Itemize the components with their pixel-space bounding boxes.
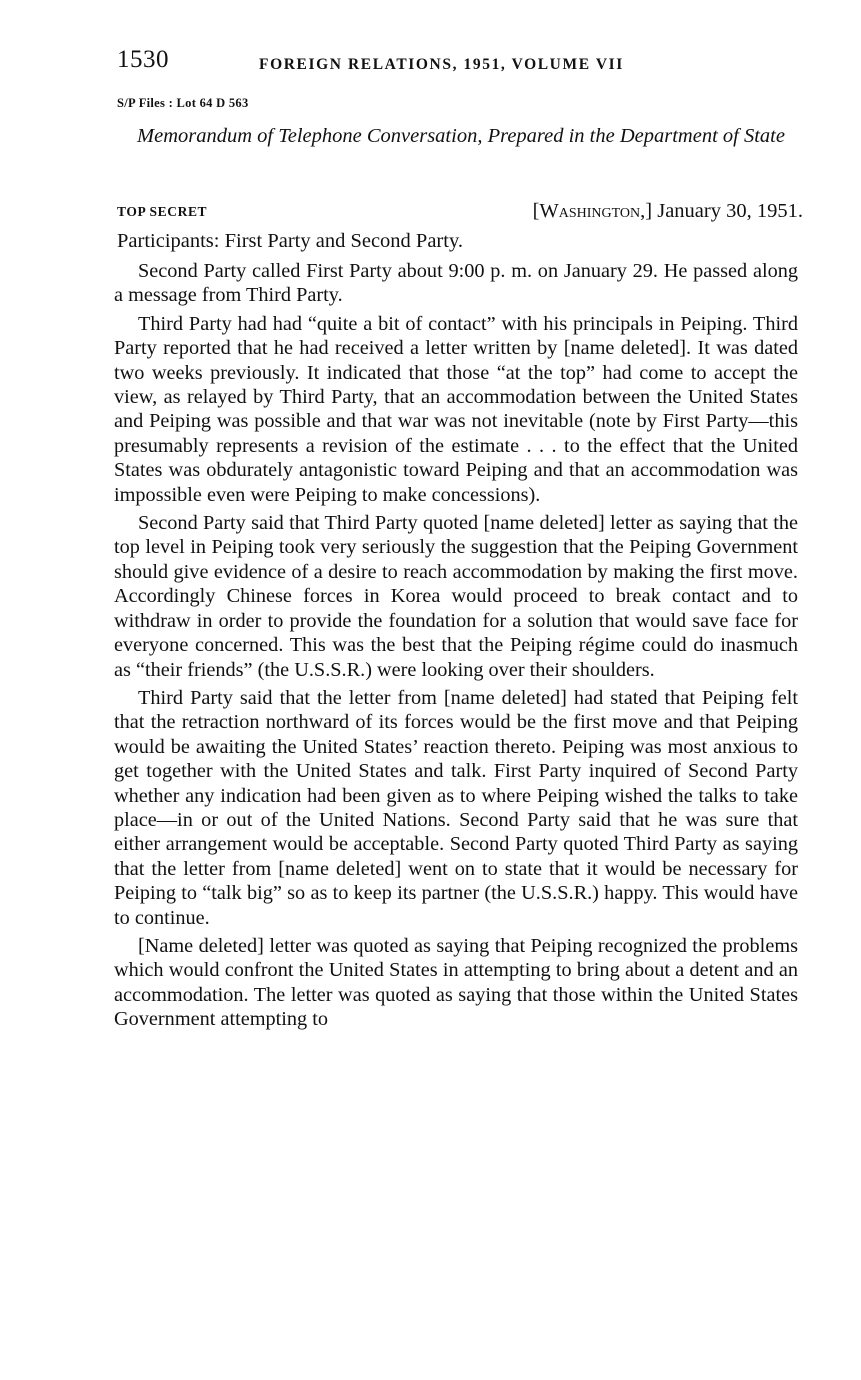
- page-header: [117, 46, 801, 86]
- classification-row: [117, 200, 803, 230]
- file-reference: S/P Files : Lot 64 D 563: [117, 96, 249, 110]
- document-title: Memorandum of Telephone Conversation, Prepared in the Department of State: [137, 125, 785, 147]
- place: [Washington,]: [532, 200, 653, 222]
- paragraph: Second Party said that Third Party quoted [name deleted] letter as saying that the top level in Peiping took very seriously the suggestion that the Peiping Government should give evidence of a desire to reach accommodation by making the first move. Accordingly Chinese forces in Korea would proceed to break contact and to withdraw in order to provide the foundation for a solution that would save face for everyone concerned. This was the best that the Peiping régime could do inasmuch as “their friends” (the U.S.S.R.) were looking over their shoulders.: [114, 512, 798, 681]
- place-date: [533, 200, 803, 223]
- paragraph: Second Party called First Party about 9:00 p. m. on January 29. He passed along a message from Third Party.: [114, 260, 798, 307]
- paragraph: Third Party said that the letter from [name deleted] had stated that Peiping felt that the retraction northward of its forces would be the first move and that Peiping would be awaiting the United States’ reaction thereto. Peiping was most anxious to get together with the United States and talk. First Party inquired of Second Party whether any indication had been given as to where Peiping wished the talks to take place—in or out of the United Nations. Second Party said that he was sure that either arrangement would be acceptable. Second Party quoted Third Party as saying that the letter from [name deleted] went on to state that it would be necessary for Peiping to “talk big” so as to keep its partner (the U.S.S.R.) happy. This would have to continue.: [114, 686, 798, 929]
- memo-body: [114, 259, 798, 1036]
- paragraph: Third Party had had “quite a bit of contact” with his principals in Peiping. Third Party reported that he had received a letter written by [name deleted]. It was dated two weeks previously. It indicated that those “at the top” had come to accept the view, as relayed by Third Party, that an accommodation between the United States and Peiping was possible and that war was not inevitable (note by First Party—this presumably represents a revision of the estimate . . . to the effect that the United States was obdurately antagonistic toward Peiping and that an accommodation was impossible even were Peiping to make concessions).: [114, 312, 798, 506]
- date: January 30, 1951.: [657, 200, 803, 222]
- participants: Participants: First Party and Second Party.: [117, 230, 463, 252]
- running-title: FOREIGN RELATIONS, 1951, VOLUME VII: [259, 56, 624, 73]
- paragraph: [Name deleted] letter was quoted as saying that Peiping recognized the problems which would confront the United States in attempting to bring about a detent and an accommodation. The letter was quoted as saying that those within the United States Government attempting to: [114, 934, 798, 1031]
- classification-label: TOP SECRET: [117, 204, 208, 219]
- page-number: 1530: [117, 46, 169, 73]
